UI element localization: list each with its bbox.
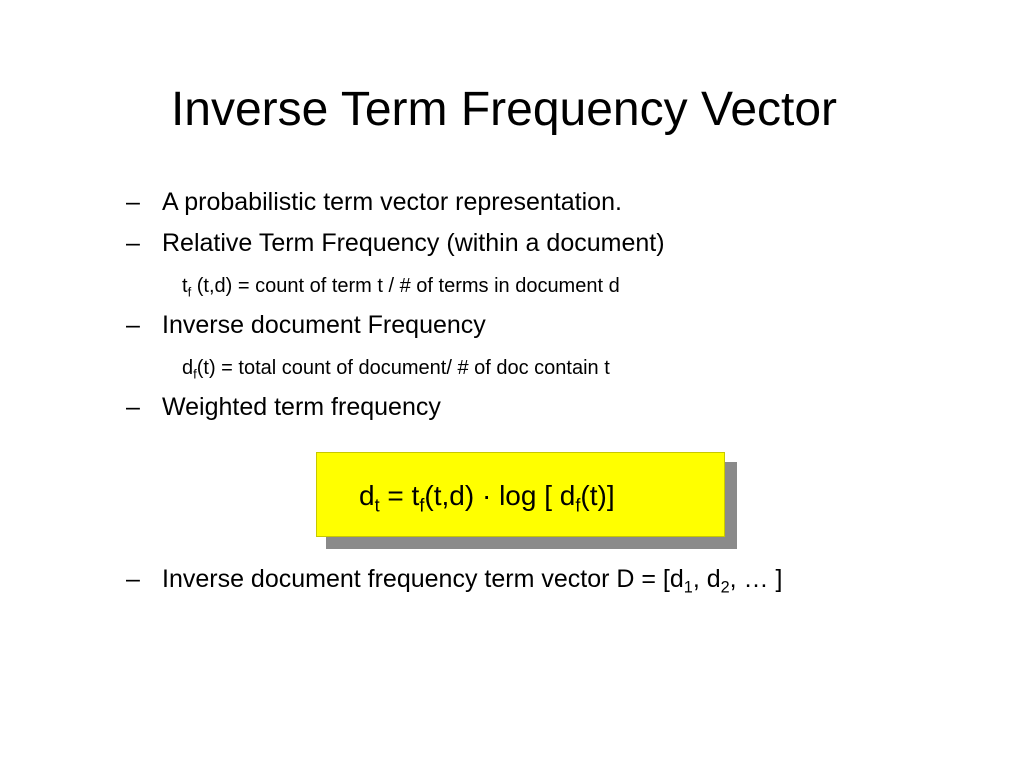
bullet-relative-tf [126,227,665,259]
bullet-weighted-tf [126,391,441,423]
df-rest: (t) = total count of document/ # of doc contain t [196,357,610,379]
bullet-marker: – [126,311,140,339]
tf-formula [182,272,620,300]
idf-vector-sub-2: 2 [720,578,730,597]
idf-vector-sub-1: 1 [683,578,693,597]
bullet-text: Weighted term frequency [162,393,441,421]
idf-vector-text-2: , d [692,565,721,593]
wf-mid: (t,d) · log [ d [424,480,576,511]
weighted-formula-box [316,452,725,537]
bullet-text: Relative Term Frequency (within a document) [162,229,665,257]
bullet-probabilistic [126,186,622,218]
idf-vector-text-3: , … ] [729,565,783,593]
bullet-text: A probabilistic term vector representation. [162,188,622,216]
wf-eq-t: = t [379,480,420,511]
tf-base: t [182,275,188,297]
bullet-inverse-df [126,309,486,341]
tf-subscript: f [187,284,192,300]
wf-end: (t)] [580,480,615,511]
df-formula [182,354,610,382]
slide-title: Inverse Term Frequency Vector [170,83,838,136]
bullet-idf-vector [126,563,782,595]
bullet-text: Inverse document Frequency [162,311,486,339]
wf-df-sub: f [575,495,581,516]
bullet-marker: – [126,188,140,216]
bullet-marker: – [126,229,140,257]
bullet-marker: – [126,393,140,421]
idf-vector-text-1: Inverse document frequency term vector D = [d [162,565,684,593]
bullet-marker: – [126,565,140,593]
wf-t-sub: f [419,495,425,516]
wf-d-sub: t [374,495,380,516]
df-base: d [182,357,194,379]
wf-d: d [359,480,375,511]
df-subscript: f [193,366,197,382]
tf-rest: (t,d) = count of term t / # of terms in document d [191,275,620,297]
weighted-formula [359,479,615,516]
